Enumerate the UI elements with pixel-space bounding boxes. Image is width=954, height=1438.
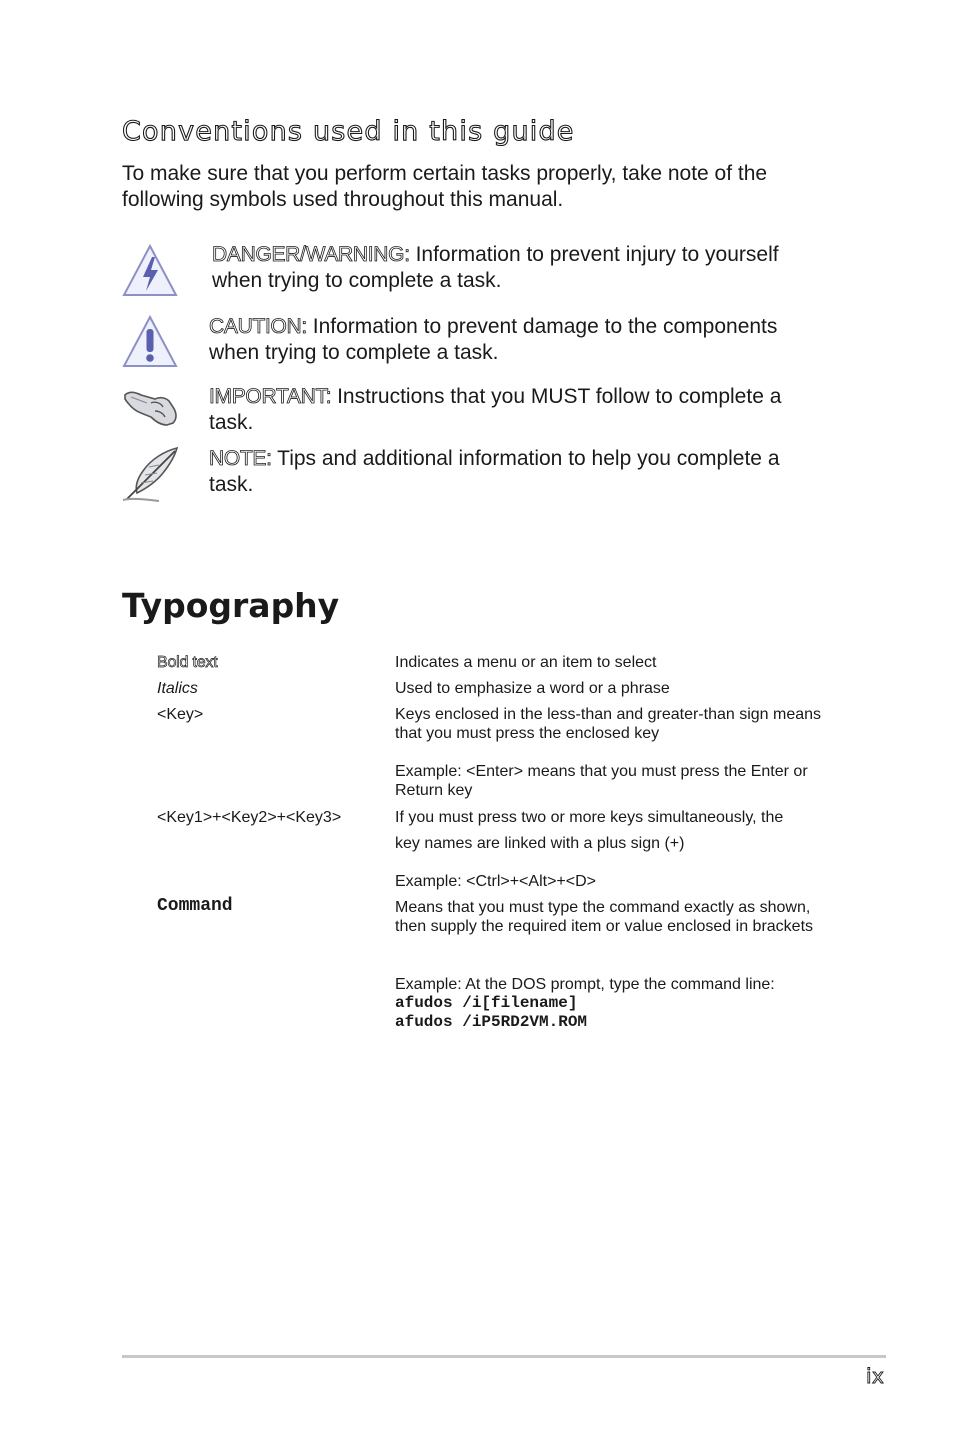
desc-key: Keys enclosed in the less-than and greater-than sign means that you must press the enclosed key xyxy=(395,706,822,742)
code-command-2: afudos /iP5RD2VM.ROM xyxy=(395,1013,588,1031)
desc-command: Means that you must type the command exactly as shown, then supply the required item or value enclosed in brackets xyxy=(395,899,814,935)
notice-text: Instructions that you MUST follow to complete a task. xyxy=(209,385,782,434)
desc-key-combo-line2: key names are linked with a plus sign (+) xyxy=(395,835,685,852)
note-quill-feather-icon xyxy=(121,445,181,503)
notice-label: DANGER/WARNING: xyxy=(212,243,410,266)
term-italics: Italics xyxy=(157,680,198,697)
example-key-combo: Example: <Ctrl>+<Alt>+<D> xyxy=(395,873,596,890)
page-number: ix xyxy=(866,1364,885,1388)
important-pointing-hand-icon xyxy=(121,385,181,429)
footer-divider xyxy=(122,1355,886,1358)
notice-important xyxy=(209,384,809,436)
conventions-heading: Conventions used in this guide xyxy=(122,116,575,147)
term-key-combo: <Key1>+<Key2>+<Key3> xyxy=(157,809,342,826)
desc-key-combo-line1: If you must press two or more keys simultaneously, the xyxy=(395,809,784,826)
typography-heading: Typography xyxy=(122,586,340,625)
conventions-intro: To make sure that you perform certain tasks properly, take note of the following symbols used throughout this manual. xyxy=(122,162,768,211)
danger-lightning-triangle-icon xyxy=(121,243,179,299)
notice-text: Information to prevent injury to yourself when trying to complete a task. xyxy=(212,243,779,292)
code-command-1: afudos /i[filename] xyxy=(395,994,578,1012)
desc-italics: Used to emphasize a word or a phrase xyxy=(395,680,670,697)
example-key: Example: <Enter> means that you must press the Enter or Return key xyxy=(395,763,808,799)
term-bold-text: Bold text xyxy=(157,654,218,671)
caution-exclamation-triangle-icon xyxy=(121,314,179,370)
notice-label: IMPORTANT: xyxy=(209,385,332,408)
notice-text: Information to prevent damage to the components when trying to complete a task. xyxy=(209,315,778,364)
notice-label: CAUTION: xyxy=(209,315,307,338)
notice-text: Tips and additional information to help you complete a task. xyxy=(209,447,780,496)
notice-caution xyxy=(209,314,809,366)
notice-label: NOTE: xyxy=(209,447,272,470)
desc-bold-text: Indicates a menu or an item to select xyxy=(395,654,657,671)
term-key: <Key> xyxy=(157,706,204,723)
term-command: Command xyxy=(157,896,233,916)
notice-danger-warning xyxy=(212,242,812,294)
notice-note xyxy=(209,446,809,498)
example-command: Example: At the DOS prompt, type the command line: xyxy=(395,976,775,993)
